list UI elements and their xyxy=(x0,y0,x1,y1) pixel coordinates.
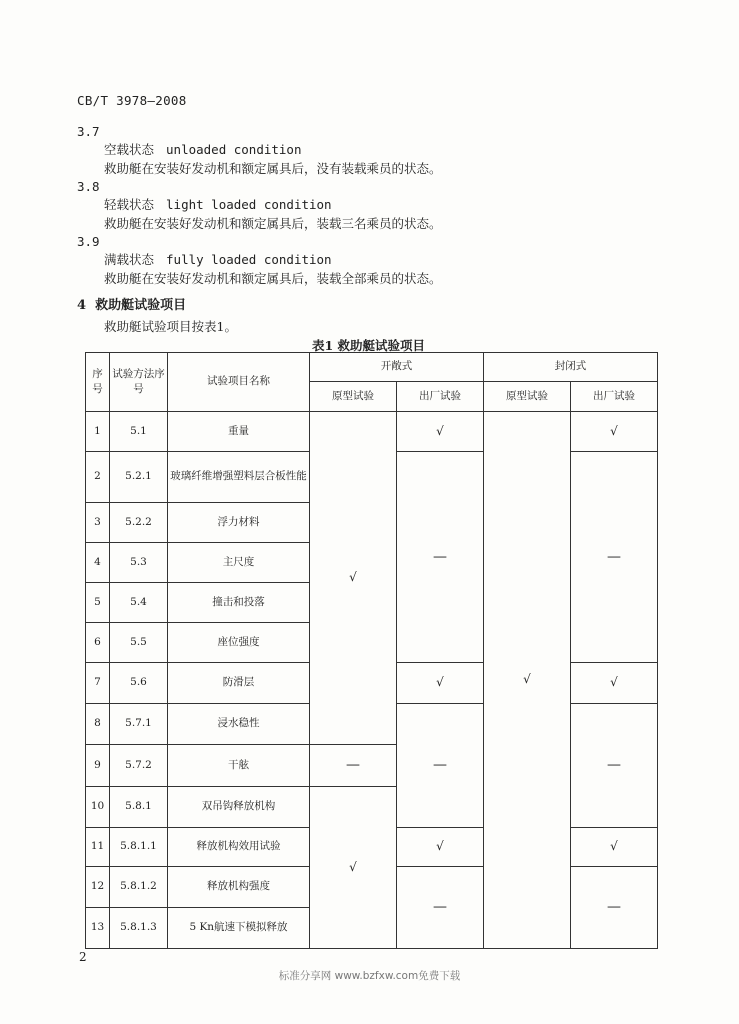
cell-method: 5.6 xyxy=(110,663,168,704)
section-heading xyxy=(77,294,186,313)
cell-open-factory-check: √ xyxy=(397,663,484,704)
header-seq: 序号 xyxy=(86,353,110,412)
header-open-prototype: 原型试验 xyxy=(310,382,397,412)
cell-name: 防滑层 xyxy=(168,663,310,704)
clause-term xyxy=(104,195,332,213)
cell-seq: 1 xyxy=(86,412,110,452)
cell-open-factory-check: √ xyxy=(397,412,484,452)
cell-name: 重量 xyxy=(168,412,310,452)
cell-seq: 2 xyxy=(86,452,110,503)
cell-method: 5.5 xyxy=(110,623,168,663)
cell-seq: 5 xyxy=(86,583,110,623)
cell-closed-factory-dash: — xyxy=(571,452,658,663)
header-closed-prototype: 原型试验 xyxy=(484,382,571,412)
header-open-factory: 出厂试验 xyxy=(397,382,484,412)
cell-seq: 11 xyxy=(86,828,110,867)
cell-method: 5.8.1.1 xyxy=(110,828,168,867)
cell-open-factory-dash: — xyxy=(397,704,484,828)
term-en: fully loaded condition xyxy=(166,252,332,267)
header-open-type: 开敞式 xyxy=(310,353,484,382)
clause-number: 3.9 xyxy=(77,234,100,249)
cell-seq: 8 xyxy=(86,704,110,745)
cell-method: 5.8.1.2 xyxy=(110,867,168,908)
cell-closed-factory-dash: — xyxy=(571,867,658,949)
cell-name: 主尺度 xyxy=(168,543,310,583)
header-name: 试验项目名称 xyxy=(168,353,310,412)
cell-name: 座位强度 xyxy=(168,623,310,663)
cell-closed-factory-dash: — xyxy=(571,704,658,828)
cell-method: 5.1 xyxy=(110,412,168,452)
term-cn: 轻载状态 xyxy=(104,197,155,212)
section-title: 救助艇试验项目 xyxy=(95,298,187,313)
cell-closed-factory-check: √ xyxy=(571,828,658,867)
cell-seq: 6 xyxy=(86,623,110,663)
term-en: unloaded condition xyxy=(166,142,302,157)
cell-method: 5.2.2 xyxy=(110,503,168,543)
term-cn: 满载状态 xyxy=(104,252,155,267)
section-number: 4 xyxy=(77,298,87,313)
cell-method: 5.8.1.3 xyxy=(110,908,168,949)
clause-definition: 救助艇在安装好发动机和额定属具后，装载三名乘员的状态。 xyxy=(104,216,442,231)
cell-seq: 13 xyxy=(86,908,110,949)
clause-term xyxy=(104,250,332,268)
cell-method: 5.8.1 xyxy=(110,787,168,828)
standard-code: CB/T 3978—2008 xyxy=(77,93,187,108)
clause-number: 3.8 xyxy=(77,179,100,194)
header-closed-factory: 出厂试验 xyxy=(571,382,658,412)
cell-closed-factory-check: √ xyxy=(571,663,658,704)
cell-open-prototype-check: √ xyxy=(310,787,397,949)
clause-term xyxy=(104,140,301,158)
cell-method: 5.3 xyxy=(110,543,168,583)
cell-seq: 9 xyxy=(86,745,110,787)
cell-method: 5.7.2 xyxy=(110,745,168,787)
cell-name: 干舷 xyxy=(168,745,310,787)
cell-seq: 10 xyxy=(86,787,110,828)
cell-open-prototype-check: √ xyxy=(310,412,397,745)
table-caption: 表1 救助艇试验项目 xyxy=(312,338,426,353)
cell-name: 双吊钩释放机构 xyxy=(168,787,310,828)
term-en: light loaded condition xyxy=(166,197,332,212)
cell-name: 浸水稳性 xyxy=(168,704,310,745)
page-number: 2 xyxy=(79,950,87,964)
cell-name: 撞击和投落 xyxy=(168,583,310,623)
term-cn: 空载状态 xyxy=(104,142,155,157)
cell-open-prototype-dash: — xyxy=(310,745,397,787)
cell-open-factory-dash: — xyxy=(397,867,484,949)
cell-open-factory-check: √ xyxy=(397,828,484,867)
cell-seq: 3 xyxy=(86,503,110,543)
header-closed-type: 封闭式 xyxy=(484,353,658,382)
cell-method: 5.4 xyxy=(110,583,168,623)
cell-name: 浮力材料 xyxy=(168,503,310,543)
cell-method: 5.7.1 xyxy=(110,704,168,745)
cell-closed-factory-check: √ xyxy=(571,412,658,452)
cell-name: 释放机构强度 xyxy=(168,867,310,908)
cell-method: 5.2.1 xyxy=(110,452,168,503)
cell-seq: 7 xyxy=(86,663,110,704)
cell-closed-prototype-check: √ xyxy=(484,412,571,949)
cell-name: 5 Kn航速下模拟释放 xyxy=(168,908,310,949)
cell-open-factory-dash: — xyxy=(397,452,484,663)
footer-watermark-text: 标准分享网 www.bzfxw.com免费下载 xyxy=(278,970,461,982)
cell-seq: 12 xyxy=(86,867,110,908)
clause-definition: 救助艇在安装好发动机和额定属具后，装载全部乘员的状态。 xyxy=(104,271,442,286)
section-intro: 救助艇试验项目按表1。 xyxy=(104,319,237,334)
clause-number: 3.7 xyxy=(77,124,100,139)
header-method: 试验方法序号 xyxy=(110,353,168,412)
cell-name: 玻璃纤维增强塑料层合板性能 xyxy=(168,452,310,503)
test-items-table xyxy=(85,352,658,949)
cell-seq: 4 xyxy=(86,543,110,583)
cell-name: 释放机构效用试验 xyxy=(168,828,310,867)
clause-definition: 救助艇在安装好发动机和额定属具后，没有装载乘员的状态。 xyxy=(104,161,442,176)
